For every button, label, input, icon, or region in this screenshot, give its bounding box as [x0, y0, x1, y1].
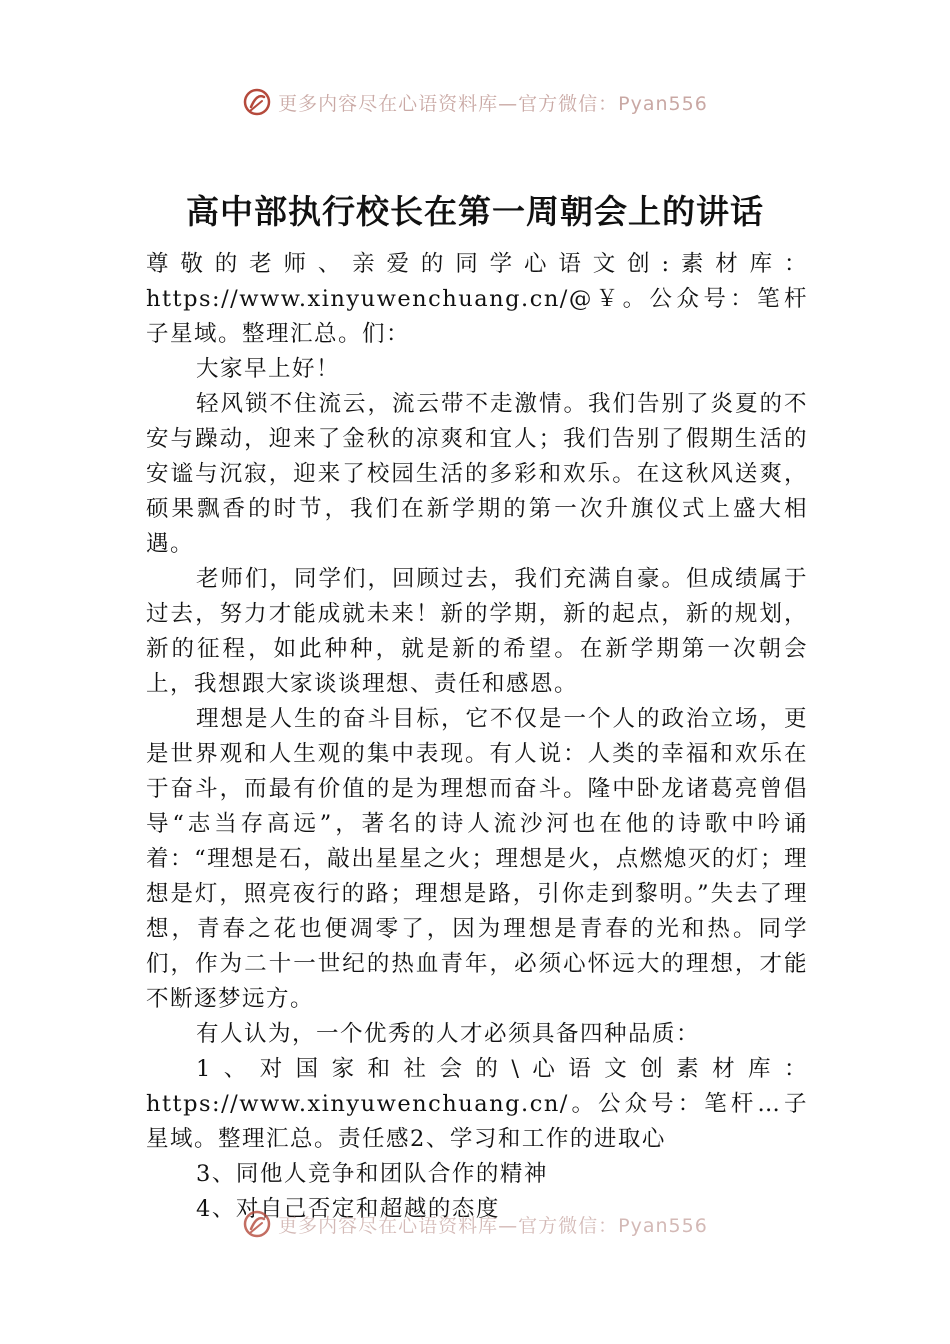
paragraph: 轻风锁不住流云，流云带不走激情。我们告别了炎夏的不安与躁动，迎来了金秋的凉爽和宜人；我们告别了假期生活的安谧与沉寂，迎来了校园生活的多彩和欢乐。在这秋风送爽，硕果飘香的时节，我们在新学期的第一次升旗仪式上盛大相遇。: [146, 391, 808, 557]
footer-watermark: [0, 1204, 950, 1244]
brand-logo-icon: [242, 87, 272, 117]
paragraph: 老师们，同学们，回顾过去，我们充满自豪。但成绩属于过去，努力才能成就未来！新的学期，新的起点，新的规划，新的征程，如此种种，就是新的希望。在新学期第一次朝会上，我想跟大家谈谈理想、责任和感恩。: [146, 566, 808, 697]
paragraph-greeting: 尊敬的老师、亲爱的同学心语文创:素材库：https://www.xinyuwenchuang.cn/@￥。公众号：笔杆子星域。整理汇总。们：: [146, 251, 808, 347]
list-item: 3、同他人竞争和团队合作的精神: [196, 1161, 548, 1187]
watermark-text: 更多内容尽在心语资料库—官方微信：Pyan556: [278, 92, 708, 115]
paragraph: 理想是人生的奋斗目标，它不仅是一个人的政治立场，更是世界观和人生观的集中表现。有人说：人类的幸福和欢乐在于奋斗，而最有价值的是为理想而奋斗。隆中卧龙诸葛亮曾倡导“志当存高远”，著名的诗人流沙河也在他的诗歌中吟诵着：“理想是石，敲出星星之火；理想是火，点燃熄灭的灯；理想是灯，照亮夜行的路；理想是路，引你走到黎明。”失去了理想，青春之花也便凋零了，因为理想是青春的光和热。同学们，作为二十一世纪的热血青年，必须心怀远大的理想，才能不断逐梦远方。: [146, 706, 808, 1012]
list-item: 1、对国家和社会的\心语文创素材库：https://www.xinyuwenchuang.cn/。公众号：笔杆…子星域。整理汇总。责任感2、学习和工作的进取心: [146, 1056, 808, 1152]
paragraph: 大家早上好！: [196, 356, 341, 382]
header-watermark: [0, 82, 950, 122]
list-item: 4、对自己否定和超越的态度: [196, 1196, 500, 1222]
document-body: [146, 247, 808, 1227]
watermark-text: 更多内容尽在心语资料库—官方微信：Pyan556: [278, 1214, 708, 1237]
brand-logo-icon: [242, 1209, 272, 1239]
paragraph: 有人认为，一个优秀的人才必须具备四种品质：: [196, 1021, 701, 1047]
document-title: 高中部执行校长在第一周朝会上的讲话: [186, 192, 764, 231]
